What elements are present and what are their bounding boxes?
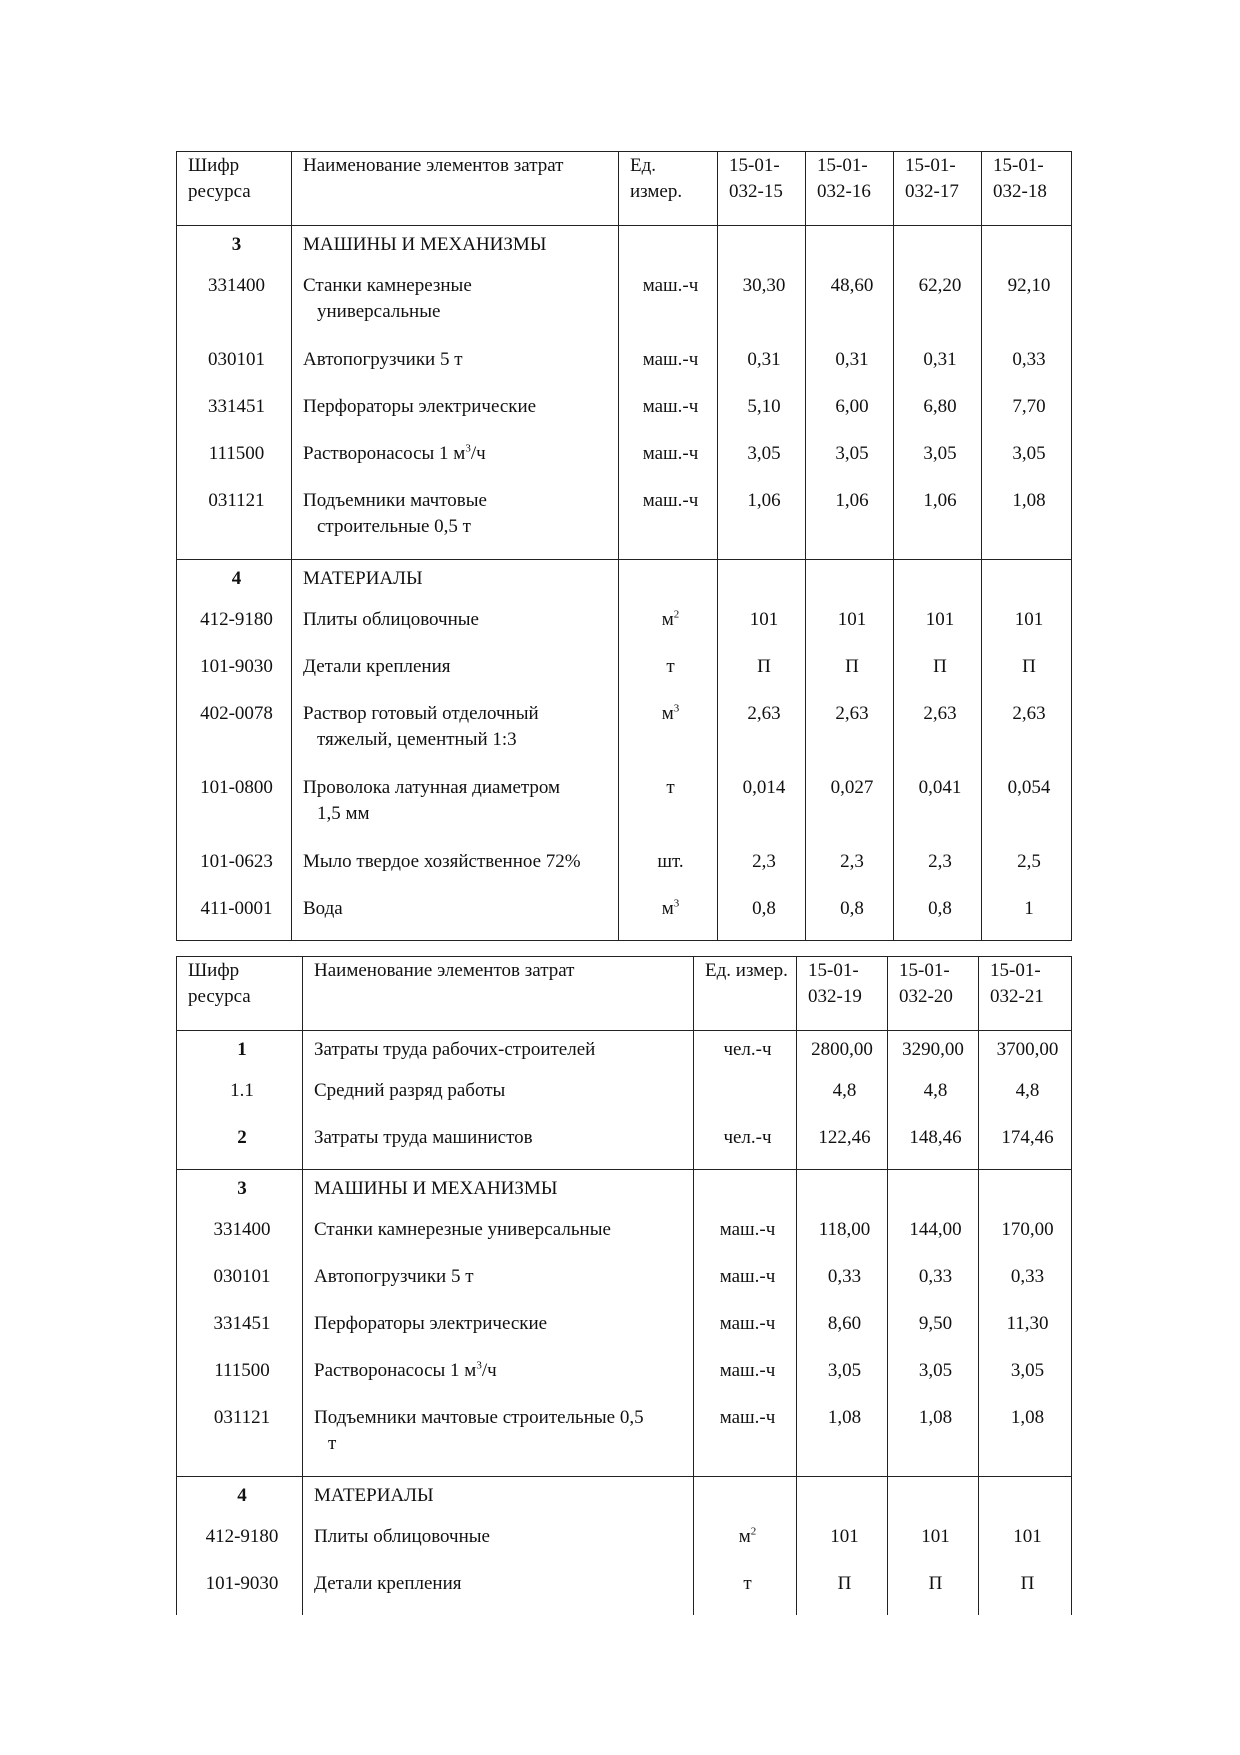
table-row: [177, 1308, 1072, 1355]
unit-text: м: [738, 1526, 751, 1547]
value-cell: П: [806, 651, 894, 698]
value-cell: 3,05: [888, 1355, 979, 1402]
header-cell: Шифр ресурса: [177, 152, 292, 226]
header-cell: 15-01-032-15: [718, 152, 806, 226]
unit-cell: [619, 560, 718, 605]
table-row: [177, 1261, 1072, 1308]
table-row: [177, 604, 1072, 651]
resource-code-cell: 3: [177, 226, 292, 271]
table-row: [177, 1477, 1072, 1522]
unit-text: т: [743, 1573, 752, 1594]
resource-name: Перфораторы электрические: [303, 396, 537, 417]
value-cell: 174,46: [979, 1122, 1072, 1170]
resource-code-cell: 111500: [177, 1355, 303, 1402]
unit-cell: [694, 1308, 797, 1355]
value-cell: 3700,00: [979, 1031, 1072, 1076]
resource-code-cell: 030101: [177, 344, 292, 391]
unit-cell: [694, 1477, 797, 1522]
value-cell: [797, 1477, 888, 1522]
resource-name-cell: [303, 1031, 694, 1076]
value-cell: 3,05: [894, 438, 982, 485]
value-cell: П: [982, 651, 1072, 698]
resource-code-cell: 4: [177, 1477, 303, 1522]
value-cell: [806, 560, 894, 605]
resource-name: Детали крепления: [303, 656, 451, 677]
unit-text: т: [666, 777, 675, 798]
unit-cell: [694, 1214, 797, 1261]
table-row: [177, 1170, 1072, 1215]
unit-text: маш.-ч: [719, 1266, 776, 1287]
resource-name: МАТЕРИАЛЫ: [314, 1485, 434, 1506]
resource-name: Перфораторы электрические: [314, 1313, 548, 1334]
resource-code-cell: 1: [177, 1031, 303, 1076]
resource-code-cell: 412-9180: [177, 1521, 303, 1568]
value-cell: 4,8: [797, 1075, 888, 1122]
value-cell: 3,05: [718, 438, 806, 485]
table-header-row: [177, 152, 1072, 226]
resource-name-cell: [303, 1521, 694, 1568]
table-row: [177, 698, 1072, 772]
unit-cell: [619, 651, 718, 698]
value-cell: 2,63: [718, 698, 806, 772]
value-cell: 0,014: [718, 772, 806, 846]
resource-name-cell: [303, 1568, 694, 1615]
resource-name: Станки камнерезные: [303, 275, 472, 296]
resource-name-cell: [303, 1170, 694, 1215]
resource-code-cell: 411-0001: [177, 893, 292, 941]
resource-code-cell: 101-0800: [177, 772, 292, 846]
resource-name: Проволока латунная диаметром: [303, 777, 561, 798]
table-row: [177, 1568, 1072, 1615]
table-row: [177, 344, 1072, 391]
value-cell: 0,8: [806, 893, 894, 941]
value-cell: 62,20: [894, 270, 982, 344]
unit-cell: [619, 485, 718, 560]
value-cell: П: [797, 1568, 888, 1615]
table-row: [177, 226, 1072, 271]
resource-name-cell: [292, 604, 619, 651]
unit-superscript: 2: [750, 1525, 757, 1538]
value-cell: 5,10: [718, 391, 806, 438]
unit-cell: [694, 1568, 797, 1615]
unit-text: шт.: [657, 851, 684, 872]
unit-cell: [694, 1261, 797, 1308]
unit-cell: [619, 698, 718, 772]
value-cell: 118,00: [797, 1214, 888, 1261]
unit-superscript: 2: [673, 608, 680, 621]
value-cell: П: [718, 651, 806, 698]
value-cell: [718, 226, 806, 271]
resource-name-cell: [292, 344, 619, 391]
value-cell: 1,08: [797, 1402, 888, 1477]
unit-text: чел.-ч: [723, 1127, 772, 1148]
resource-name: Автопогрузчики 5 т: [303, 349, 463, 370]
value-cell: 30,30: [718, 270, 806, 344]
unit-cell: [619, 270, 718, 344]
resource-code-cell: 4: [177, 560, 292, 605]
resource-name-cell: [292, 438, 619, 485]
table-row: [177, 1521, 1072, 1568]
table-row: [177, 1402, 1072, 1477]
resource-name: Мыло твердое хозяйственное 72%: [303, 851, 581, 872]
value-cell: 48,60: [806, 270, 894, 344]
resource-code-cell: 331451: [177, 391, 292, 438]
value-cell: 148,46: [888, 1122, 979, 1170]
resource-name: Плиты облицовочные: [303, 609, 479, 630]
resource-name-cell: [303, 1261, 694, 1308]
resource-name: Подъемники мачтовые строительные 0,5: [314, 1407, 644, 1428]
resource-code-cell: 3: [177, 1170, 303, 1215]
resource-name: Средний разряд работы: [314, 1080, 506, 1101]
value-cell: [982, 226, 1072, 271]
value-cell: 3290,00: [888, 1031, 979, 1076]
table-row: [177, 438, 1072, 485]
unit-cell: [619, 438, 718, 485]
value-cell: 7,70: [982, 391, 1072, 438]
value-cell: 2,63: [894, 698, 982, 772]
unit-cell: [694, 1075, 797, 1122]
unit-cell: [694, 1521, 797, 1568]
resource-name-cell: [303, 1122, 694, 1170]
header-cell: Наименование элементов затрат: [292, 152, 619, 226]
unit-text: м: [661, 703, 674, 724]
value-cell: 6,80: [894, 391, 982, 438]
resource-name-continued: строительные 0,5 т: [317, 516, 471, 537]
value-cell: П: [894, 651, 982, 698]
table-row: [177, 560, 1072, 605]
table-row: [177, 270, 1072, 344]
unit-cell: [619, 846, 718, 893]
value-cell: 0,8: [718, 893, 806, 941]
value-cell: 170,00: [979, 1214, 1072, 1261]
unit-text: маш.-ч: [642, 275, 699, 296]
value-cell: 1,08: [888, 1402, 979, 1477]
resource-name-tail: /ч: [481, 1360, 497, 1381]
resource-name-continued: т: [328, 1433, 337, 1454]
resource-name-tail: /ч: [470, 443, 486, 464]
value-cell: 2,3: [718, 846, 806, 893]
superscript: 3: [476, 1359, 482, 1372]
value-cell: 0,31: [806, 344, 894, 391]
value-cell: 101: [888, 1521, 979, 1568]
unit-superscript: 3: [673, 702, 680, 715]
resource-name-continued: 1,5 мм: [317, 803, 370, 824]
value-cell: [888, 1170, 979, 1215]
header-cell: Ед. измер.: [619, 152, 718, 226]
resource-name-cell: [303, 1355, 694, 1402]
resource-code-cell: 111500: [177, 438, 292, 485]
resource-name: Детали крепления: [314, 1573, 462, 1594]
table-row: [177, 1214, 1072, 1261]
unit-cell: [619, 604, 718, 651]
resource-code-cell: 402-0078: [177, 698, 292, 772]
value-cell: 0,027: [806, 772, 894, 846]
unit-superscript: 3: [673, 897, 680, 910]
unit-text: маш.-ч: [719, 1219, 776, 1240]
resource-name-cell: [303, 1075, 694, 1122]
header-cell: Ед. измер.: [694, 957, 797, 1031]
unit-text: м: [661, 609, 674, 630]
resource-code-cell: 412-9180: [177, 604, 292, 651]
unit-cell: [619, 226, 718, 271]
value-cell: 2,3: [806, 846, 894, 893]
value-cell: 0,33: [982, 344, 1072, 391]
value-cell: 2,63: [982, 698, 1072, 772]
resource-table-2: [176, 956, 1072, 1615]
table-row: [177, 772, 1072, 846]
value-cell: 3,05: [982, 438, 1072, 485]
resource-name-cell: [292, 391, 619, 438]
unit-text: м: [661, 898, 674, 919]
value-cell: [979, 1477, 1072, 1522]
resource-name: Раствор готовый отделочный: [303, 703, 539, 724]
value-cell: 122,46: [797, 1122, 888, 1170]
value-cell: 0,31: [718, 344, 806, 391]
unit-text: чел.-ч: [723, 1039, 772, 1060]
table-row: [177, 485, 1072, 560]
value-cell: [888, 1477, 979, 1522]
unit-cell: [694, 1355, 797, 1402]
value-cell: 4,8: [979, 1075, 1072, 1122]
resource-name-cell: [292, 893, 619, 941]
value-cell: 92,10: [982, 270, 1072, 344]
value-cell: 0,33: [979, 1261, 1072, 1308]
table-header-row: [177, 957, 1072, 1031]
resource-name-cell: [292, 270, 619, 344]
value-cell: 144,00: [888, 1214, 979, 1261]
resource-name-cell: [303, 1402, 694, 1477]
resource-name-cell: [292, 846, 619, 893]
table-row: [177, 1075, 1072, 1122]
value-cell: 0,33: [797, 1261, 888, 1308]
resource-code-cell: 030101: [177, 1261, 303, 1308]
resource-name-cell: [303, 1214, 694, 1261]
unit-cell: [619, 893, 718, 941]
value-cell: 8,60: [797, 1308, 888, 1355]
value-cell: 0,054: [982, 772, 1072, 846]
unit-text: маш.-ч: [642, 349, 699, 370]
value-cell: 1,08: [982, 485, 1072, 560]
value-cell: 101: [979, 1521, 1072, 1568]
header-cell: 15-01-032-16: [806, 152, 894, 226]
resource-code-cell: 331451: [177, 1308, 303, 1355]
resource-name-cell: [303, 1477, 694, 1522]
resource-code-cell: 1.1: [177, 1075, 303, 1122]
table-row: [177, 651, 1072, 698]
resource-name-cell: [292, 226, 619, 271]
resource-name: Затраты труда рабочих-строителей: [314, 1039, 596, 1060]
value-cell: 1,06: [894, 485, 982, 560]
value-cell: [806, 226, 894, 271]
header-cell: 15-01-032-17: [894, 152, 982, 226]
value-cell: 0,31: [894, 344, 982, 391]
resource-name: МАТЕРИАЛЫ: [303, 568, 423, 589]
value-cell: 1: [982, 893, 1072, 941]
header-cell: 15-01-032-20: [888, 957, 979, 1031]
value-cell: [718, 560, 806, 605]
table-row: [177, 1122, 1072, 1170]
header-cell: 15-01-032-18: [982, 152, 1072, 226]
value-cell: 2,3: [894, 846, 982, 893]
value-cell: [894, 226, 982, 271]
header-cell: 15-01-032-21: [979, 957, 1072, 1031]
unit-text: маш.-ч: [719, 1360, 776, 1381]
resource-name: Вода: [303, 898, 343, 919]
value-cell: 6,00: [806, 391, 894, 438]
value-cell: [979, 1170, 1072, 1215]
unit-text: маш.-ч: [719, 1313, 776, 1334]
unit-text: т: [666, 656, 675, 677]
resource-name: МАШИНЫ И МЕХАНИЗМЫ: [314, 1178, 558, 1199]
header-cell: Шифр ресурса: [177, 957, 303, 1031]
value-cell: 0,041: [894, 772, 982, 846]
unit-cell: [619, 772, 718, 846]
value-cell: 2,63: [806, 698, 894, 772]
table-row: [177, 1031, 1072, 1076]
value-cell: 4,8: [888, 1075, 979, 1122]
resource-name: Растворонасосы 1 м: [303, 443, 466, 464]
value-cell: 0,33: [888, 1261, 979, 1308]
value-cell: 0,8: [894, 893, 982, 941]
value-cell: 3,05: [797, 1355, 888, 1402]
unit-cell: [694, 1122, 797, 1170]
table-row: [177, 893, 1072, 941]
value-cell: 101: [982, 604, 1072, 651]
unit-cell: [619, 344, 718, 391]
value-cell: 9,50: [888, 1308, 979, 1355]
table-row: [177, 1355, 1072, 1402]
resource-name-cell: [292, 772, 619, 846]
header-cell: Наименование элементов затрат: [303, 957, 694, 1031]
resource-code-cell: 331400: [177, 270, 292, 344]
value-cell: П: [979, 1568, 1072, 1615]
value-cell: 101: [806, 604, 894, 651]
resource-name-cell: [292, 698, 619, 772]
value-cell: [894, 560, 982, 605]
table-row: [177, 846, 1072, 893]
resource-code-cell: 101-9030: [177, 651, 292, 698]
resource-code-cell: 331400: [177, 1214, 303, 1261]
value-cell: 3,05: [806, 438, 894, 485]
unit-text: маш.-ч: [642, 396, 699, 417]
resource-name-cell: [292, 560, 619, 605]
value-cell: 11,30: [979, 1308, 1072, 1355]
resource-code-cell: 031121: [177, 485, 292, 560]
unit-text: маш.-ч: [642, 443, 699, 464]
unit-cell: [694, 1031, 797, 1076]
resource-name-cell: [303, 1308, 694, 1355]
value-cell: 1,06: [718, 485, 806, 560]
resource-name-cell: [292, 651, 619, 698]
resource-code-cell: 101-9030: [177, 1568, 303, 1615]
value-cell: 1,06: [806, 485, 894, 560]
resource-code-cell: 2: [177, 1122, 303, 1170]
value-cell: 101: [718, 604, 806, 651]
value-cell: 3,05: [979, 1355, 1072, 1402]
resource-name: Станки камнерезные универсальные: [314, 1219, 611, 1240]
value-cell: 1,08: [979, 1402, 1072, 1477]
resource-name: Автопогрузчики 5 т: [314, 1266, 474, 1287]
unit-cell: [694, 1170, 797, 1215]
unit-text: маш.-ч: [719, 1407, 776, 1428]
header-cell: 15-01-032-19: [797, 957, 888, 1031]
value-cell: 101: [894, 604, 982, 651]
value-cell: 101: [797, 1521, 888, 1568]
resource-name: Плиты облицовочные: [314, 1526, 490, 1547]
value-cell: 2800,00: [797, 1031, 888, 1076]
value-cell: [797, 1170, 888, 1215]
resource-name: Подъемники мачтовые: [303, 490, 487, 511]
resource-name-continued: универсальные: [317, 301, 441, 322]
unit-cell: [694, 1402, 797, 1477]
resource-code-cell: 031121: [177, 1402, 303, 1477]
resource-name: Затраты труда машинистов: [314, 1127, 533, 1148]
resource-name: Растворонасосы 1 м: [314, 1360, 477, 1381]
value-cell: П: [888, 1568, 979, 1615]
unit-cell: [619, 391, 718, 438]
resource-name-cell: [292, 485, 619, 560]
superscript: 3: [465, 442, 471, 455]
unit-text: маш.-ч: [642, 490, 699, 511]
resource-name: МАШИНЫ И МЕХАНИЗМЫ: [303, 234, 547, 255]
table-row: [177, 391, 1072, 438]
value-cell: [982, 560, 1072, 605]
resource-code-cell: 101-0623: [177, 846, 292, 893]
resource-name-continued: тяжелый, цементный 1:3: [317, 729, 517, 750]
value-cell: 2,5: [982, 846, 1072, 893]
resource-table-1: [176, 151, 1072, 941]
